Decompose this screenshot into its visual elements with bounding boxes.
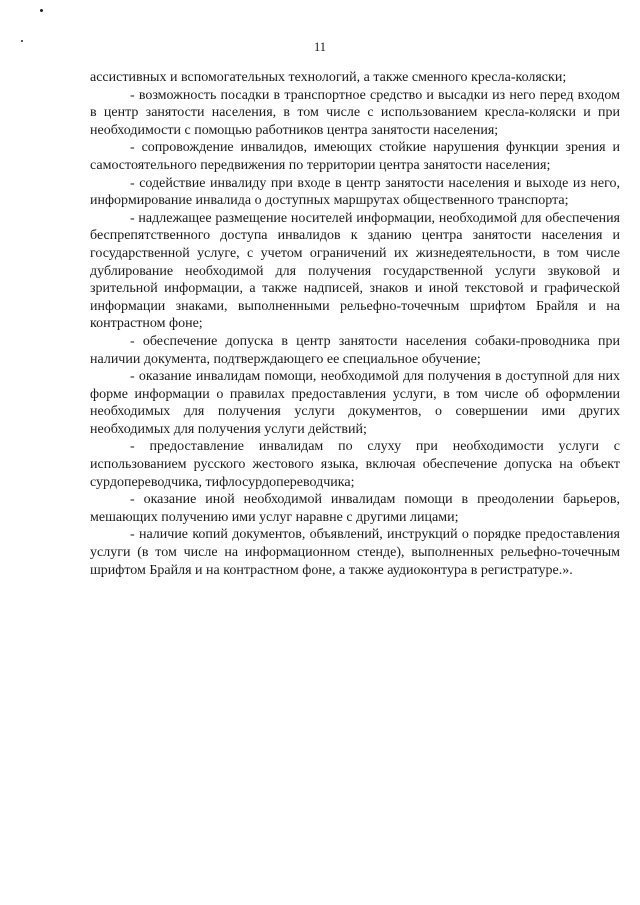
paragraph-sign-language: - предоставление инвалидам по слуху при необходимости услуги с использованием русского жестового языка, включая обеспечение допуска на объект сурдопереводчика, тифлосурдопереводчика; <box>90 439 620 490</box>
scan-speck-top <box>40 9 43 12</box>
paragraph-info-assistance: - оказание инвалидам помощи, необходимой для получения в доступной для них форме информации о правилах предоставления услуги, в том числе об оформлении необходимых для получения услуги документов, о совершении ими других необходимых для получения услуги действий; <box>90 369 620 437</box>
paragraph-guide-dog: - обеспечение допуска в центр занятости населения собаки-проводника при наличии документа, подтверждающего ее специальное обучение; <box>90 333 620 367</box>
paragraph-barrier-help: - оказание иной необходимой инвалидам помощи в преодолении барьеров, мешающих получению ими услуг наравне с другими лицами; <box>90 492 620 525</box>
paragraph-escort-vision: - сопровождение инвалидов, имеющих стойкие нарушения функции зрения и самостоятельного передвижения по территории центра занятости населения; <box>90 140 620 173</box>
paragraph-entry-assistance: - содействие инвалиду при входе в центр занятости населения и выходе из него, информирование инвалида о доступных маршрутах общественного транспорта; <box>90 175 620 209</box>
paragraph-boarding-transport: - возможность посадки в транспортное средство и высадки из него перед входом в центр занятости населения, в том числе с использованием кресла-коляски и при необходимости с помощью работников центра занятости населения; <box>90 87 620 138</box>
page-number: 11 <box>313 40 327 54</box>
paragraph-information-placement: - надлежащее размещение носителей информации, необходимой для обеспечения беспрепятственного доступа инвалидов к зданию центра занятости населения и государственной услуге, с учетом ограничений их жизнедеятельности, в том числе дублирование необходимой для получения государственной услуги звуковой и зрительной информации, а также надписей, знаков и иной текстовой и графической информации знаками, выполненными рельефно-точечным шрифтом Брайля и на контрастном фоне; <box>90 210 620 332</box>
paragraph-braille-copies: - наличие копий документов, объявлений, инструкций о порядке предоставления услуги (в том числе на информационном стенде), выполненных рельефно-точечным шрифтом Брайля и на контрастном фоне, а также аудиоконтура в регистратуре.». <box>90 527 620 578</box>
document-body <box>90 69 620 579</box>
paragraph-continuation: ассистивных и вспомогательных технологий, а также сменного кресла-коляски; <box>90 70 567 85</box>
